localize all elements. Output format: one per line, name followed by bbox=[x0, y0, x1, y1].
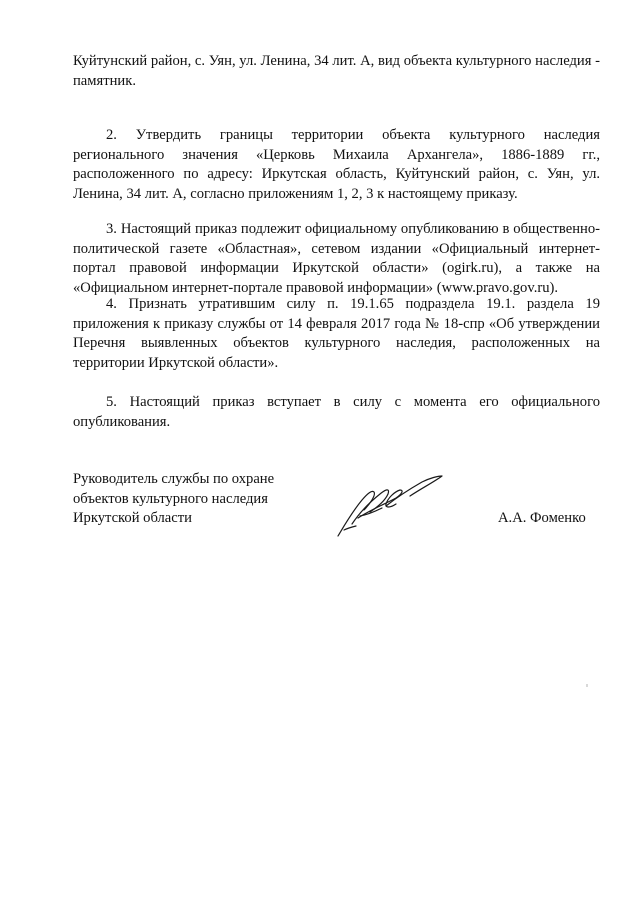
signatory-name: А.А. Фоменко bbox=[498, 510, 586, 526]
scan-speck bbox=[586, 684, 588, 687]
signatory-position-line-2: объектов культурного наследия bbox=[73, 490, 268, 507]
paragraph-continued: Куйтунский район, с. Уян, ул. Ленина, 34 лит. А, вид объекта культурного наследия - памятник. bbox=[73, 53, 600, 89]
signatory-position-line-1: Руководитель службы по охране bbox=[73, 471, 275, 487]
signatory-position-line-3: Иркутской области bbox=[73, 510, 192, 526]
handwritten-signature-icon bbox=[330, 468, 450, 540]
paragraph-3: 3. Настоящий приказ подлежит официальному опубликованию в общественно-политической газете «Областная», сетевом издании «Официальный интернет-портал правовой информации Иркутской области» (ogirk.ru), а также на «Официальном интернет-портале правовой информации» (www.pravo.gov.ru). bbox=[73, 221, 600, 296]
paragraph-4: 4. Признать утратившим силу п. 19.1.65 подраздела 19.1. раздела 19 приложения к приказу службы от 14 февраля 2017 года № 18-спр «Об утверждении Перечня выявленных объектов культурного наследия, расположенных на территории Иркутской области». bbox=[73, 296, 600, 371]
paragraph-5: 5. Настоящий приказ вступает в силу с момента его официального опубликования. bbox=[73, 394, 600, 430]
paragraph-2: 2. Утвердить границы территории объекта культурного наследия регионального значения «Церковь Михаила Архангела», 1886-1889 гг., расположенного по адресу: Иркутская область, Куйтунский район, с. Уян, ул. Ленина, 34 лит. А, согласно приложениям 1, 2, 3 к настоящему приказу. bbox=[73, 127, 600, 202]
signatory-position bbox=[73, 470, 274, 529]
